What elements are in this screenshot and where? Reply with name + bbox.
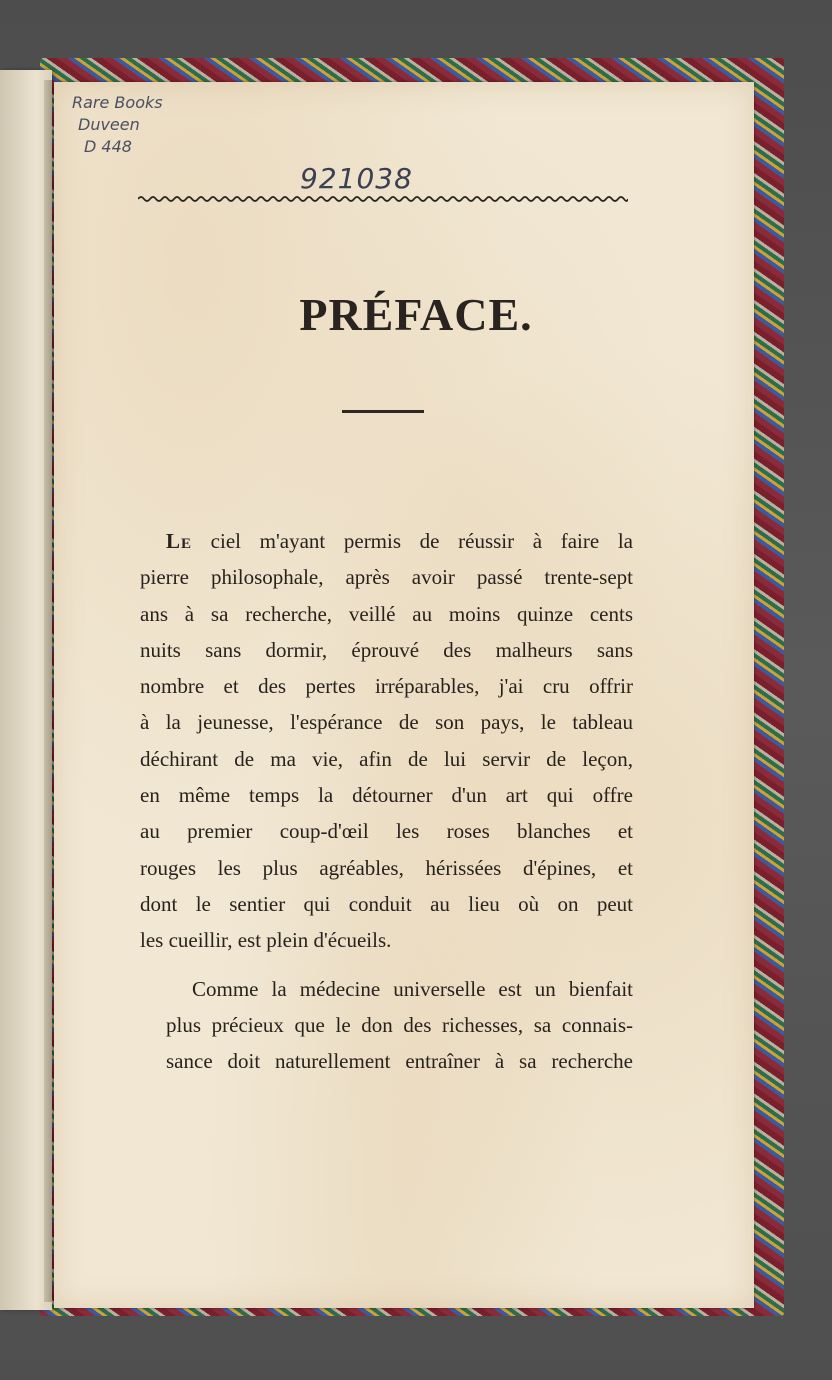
line-text: ciel m'ayant permis de réussir à faire la	[210, 529, 634, 553]
text-line: nombre et des pertes irréparables, j'ai cru offrir	[140, 674, 633, 699]
shelfmark-line: Rare Books	[72, 93, 163, 112]
page-title: PRÉFACE.	[299, 289, 533, 340]
text-line: nuits sans dormir, éprouvé des malheurs sans	[140, 637, 633, 662]
text-line: les cueillir, est plein d'écueils.	[140, 928, 392, 953]
text-line: au premier coup-d'œil les roses blanches et	[140, 819, 633, 844]
accession-number: 921038	[300, 162, 413, 195]
lead-word: Le	[166, 529, 193, 553]
text-line	[140, 523, 633, 559]
preface-body	[140, 523, 633, 1079]
text-line: sance doit naturellement entraîner à sa recherche	[166, 1049, 633, 1074]
text-line: rouges les plus agréables, hérissées d'épines, et	[140, 855, 633, 880]
shelfmark-line: D 448	[84, 137, 132, 156]
paragraph	[140, 971, 633, 1080]
text-line: dont le sentier qui conduit au lieu où on peut	[140, 891, 633, 916]
text-line: pierre philosophale, après avoir passé trente-sept	[140, 565, 633, 590]
gutter-shadow	[44, 80, 52, 1302]
text-line: plus précieux que le don des richesses, sa connais-	[166, 1012, 633, 1037]
text-line: déchirant de ma vie, afin de lui servir de leçon,	[140, 746, 633, 771]
title-divider	[342, 410, 424, 413]
text-line: ans à sa recherche, veillé au moins quinze cents	[140, 601, 633, 626]
shelfmark-line: Duveen	[78, 115, 140, 134]
text-line: Comme la médecine universelle est un bienfait	[192, 976, 633, 1001]
ornamental-wavy-rule	[138, 192, 628, 206]
handwritten-shelfmark	[72, 92, 163, 158]
text-line: en même temps la détourner d'un art qui offre	[140, 783, 633, 808]
paragraph	[140, 523, 633, 959]
text-line: à la jeunesse, l'espérance de son pays, le tableau	[140, 710, 633, 735]
